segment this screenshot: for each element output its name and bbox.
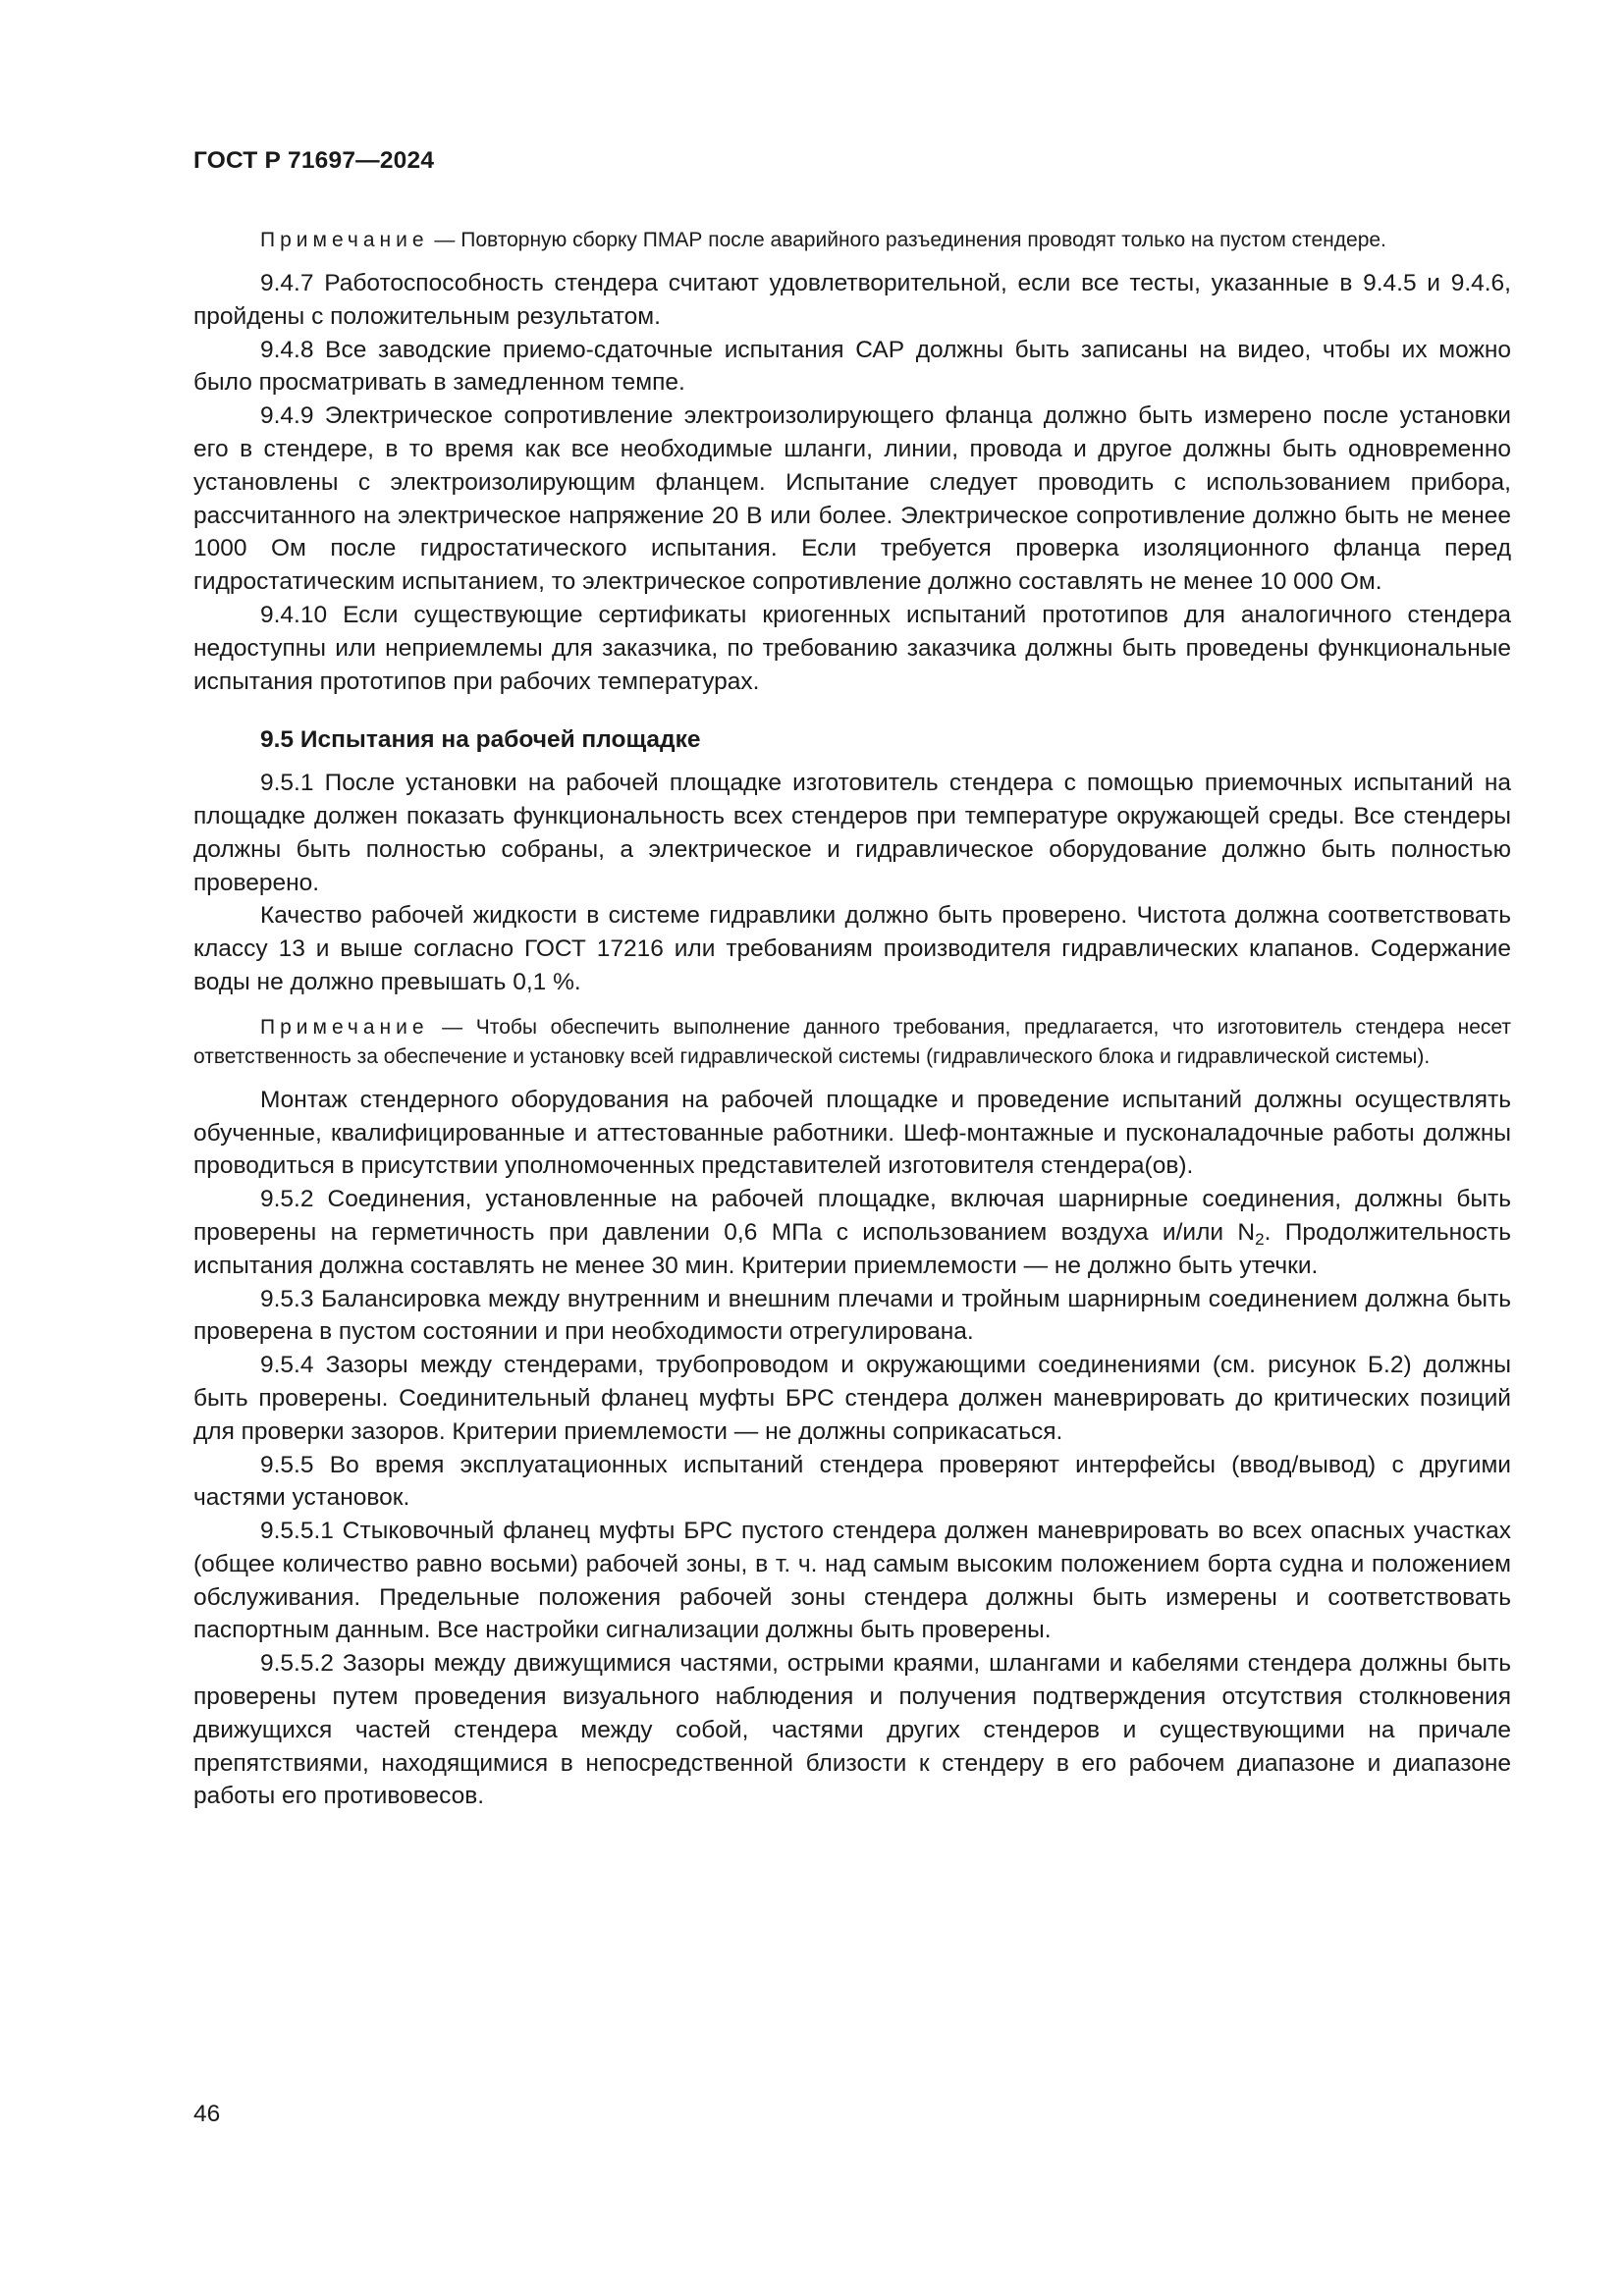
paragraph-9-4-8: 9.4.8 Все заводские приемо-сдаточные испытания САР должны быть записаны на видео, чтобы их можно было просматривать в замедленном темпе. [193, 336, 1511, 397]
paragraph-9-4-9: 9.4.9 Электрическое сопротивление электроизолирующего фланца должно быть измерено после установки его в стендере, в то время как все необходимые шланги, линии, провода и другое должны быть одновременно установлены с электроизолирующим фланцем. Испытание следует проводить с использованием прибора, рассчитанного на электрическое напряжение 20 В или более. Электрическое сопротивление должно быть не менее 1000 Ом после гидростатического испытания. Если требуется проверка изоляционного фланца перед гидростатическим испытанием, то электрическое сопротивление должно составлять не менее 10 000 Ом. [193, 402, 1511, 596]
paragraph-9-5-1: 9.5.1 После установки на рабочей площадке изготовитель стендера с помощью приемочных испытаний на площадке должен показать функциональность всех стендеров при температуре окружающей среды. Все стендеры должны быть полностью собраны, а электрическое и гидравлическое оборудование должно быть полностью проверено. [193, 770, 1511, 896]
note-label: Примечание [260, 229, 429, 251]
paragraph-9-5-3: 9.5.3 Балансировка между внутренним и внешним плечами и тройным шарнирным соединением должна быть проверена в пустом состоянии и при необходимости отрегулирована. [193, 1285, 1511, 1346]
note-paragraph [193, 1013, 1511, 1072]
section-heading-9-5: 9.5 Испытания на рабочей площадке [260, 726, 701, 754]
paragraph-9-4-10: 9.4.10 Если существующие сертификаты криогенных испытаний прототипов для аналогичного стендера недоступны или неприемлемы для заказчика, по требованию заказчика должны быть проведены функциональные испытания прототипов при рабочих температурах. [193, 601, 1511, 695]
page-number: 46 [193, 2101, 221, 2127]
note-text: — Чтобы обеспечить выполнение данного требования, предлагается, что изготовитель стендера несет ответственность за обеспечение и установку всей гидравлической системы (гидравлического блока и гидравлической системы). [193, 1015, 1511, 1068]
document-body [193, 226, 1511, 1813]
paragraph-fluid-quality: Качество рабочей жидкости в системе гидравлики должно быть проверено. Чистота должна соответствовать классу 13 и выше согласно ГОСТ 17216 или требованиям производителя гидравлических клапанов. Содержание воды не должно превышать 0,1 %. [193, 902, 1511, 995]
paragraph-9-5-5-2: 9.5.5.2 Зазоры между движущимися частями, острыми краями, шлангами и кабелями стендера должны быть проверены путем проведения визуального наблюдения и получения подтверждения отсутствия столкновения движущихся частей стендера между собой, частями других стендеров и существующими на причале препятствиями, находящимися в непосредственной близости к стендеру в его рабочем диапазоне и диапазоне работы его противовесов. [193, 1650, 1511, 1810]
paragraph-9-4-7: 9.4.7 Работоспособность стендера считают удовлетворительной, если все тесты, указанные в 9.4.5 и 9.4.6, пройдены с положительным результатом. [193, 270, 1511, 330]
paragraph-9-5-2-text-a: 9.5.2 Соединения, установленные на рабочей площадке, включая шарнирные соединения, должны быть проверены на герметичность при давлении 0,6 МПа с использованием воздуха и/или N [193, 1186, 1511, 1246]
paragraph-9-5-5: 9.5.5 Во время эксплуатационных испытаний стендера проверяют интерфейсы (ввод/вывод) с другими частями установок. [193, 1451, 1511, 1512]
note-label: Примечание [260, 1015, 429, 1039]
paragraph-9-5-5-1: 9.5.5.1 Стыковочный фланец муфты БРС пустого стендера должен маневрировать во всех опасных участках (общее количество равно восьми) рабочей зоны, в т. ч. над самым высоким положением борта судна и положением обслуживания. Предельные положения рабочей зоны стендера должны быть измерены и соответствовать паспортным данным. Все настройки сигнализации должны быть проверены. [193, 1518, 1511, 1644]
paragraph-9-5-2 [193, 1183, 1511, 1282]
nitrogen-subscript: 2 [1255, 1229, 1265, 1249]
paragraph-mounting: Монтаж стендерного оборудования на рабочей площадке и проведение испытаний должны осуществлять обученные, квалифицированные и аттестованные работники. Шеф-монтажные и пусконаладочные работы должны проводиться в присутствии уполномоченных представителей изготовителя стендера(ов). [193, 1086, 1511, 1180]
paragraph-9-5-4: 9.5.4 Зазоры между стендерами, трубопроводом и окружающими соединениями (см. рисунок Б.2) должны быть проверены. Соединительный фланец муфты БРС стендера должен маневрировать до критических позиций для проверки зазоров. Критерии приемлемости — не должны соприкасаться. [193, 1352, 1511, 1445]
document-header: ГОСТ Р 71697—2024 [193, 147, 435, 174]
note-paragraph [193, 226, 1511, 255]
note-text: — Повторную сборку ПМАР после аварийного разъединения проводят только на пустом стендере. [428, 229, 1386, 251]
paragraph-9-5-2-text-b: . Продолжительность испытания должна составлять не менее 30 мин. Критерии приемлемости — не должно быть утечки. [193, 1218, 1511, 1279]
